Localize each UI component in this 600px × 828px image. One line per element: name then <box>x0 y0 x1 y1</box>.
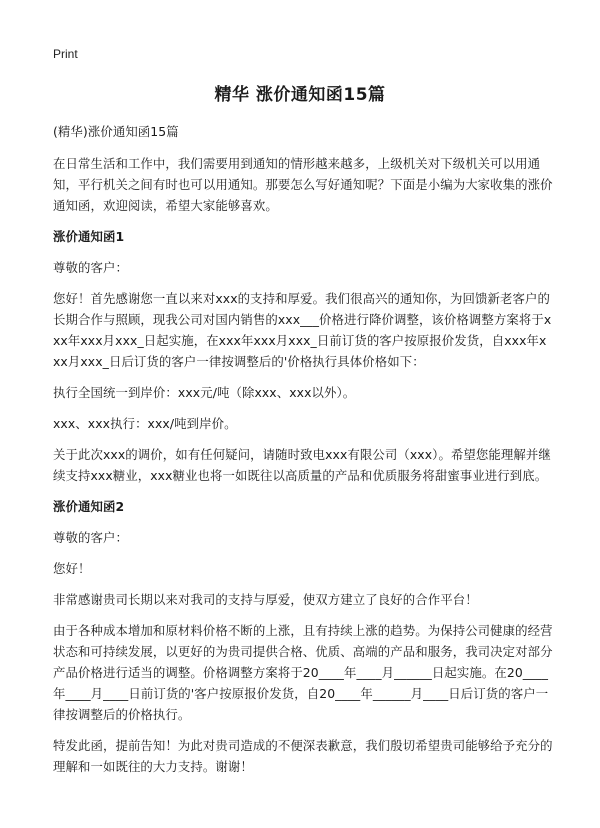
section-paragraph: 由于各种成本增加和原材料价格不断的上涨，且有持续上涨的趋势。为保持公司健康的经营状态和可持续发展，以更好的为贵司提供合格、优质、高端的产品和服务，我司决定对部分产品价格进行适当的调整。价格调整方案将于20____年____月______日起实施。在20____年____月____日前订货的'客户按原报价发货，自20____年______月____日后订货的客户一律按调整后的价格执行。 <box>53 623 553 722</box>
section-paragraph: 特发此函，提前告知！为此对贵司造成的不便深表歉意，我们殷切希望贵司能够给予充分的理解和一如既往的大力支持。谢谢！ <box>53 738 553 774</box>
section-paragraph: 非常感谢贵司长期以来对我司的支持与厚爱，使双方建立了良好的合作平台！ <box>53 592 478 607</box>
section-paragraph: 尊敬的客户： <box>53 530 128 545</box>
print-link[interactable]: Print <box>53 47 78 61</box>
document-body <box>53 121 553 787</box>
document-subtitle: (精华)涨价通知函15篇 <box>53 124 179 139</box>
section-paragraph: 您好！ <box>53 561 91 576</box>
intro-paragraph: 在日常生活和工作中，我们需要用到通知的情形越来越多，上级机关对下级机关可以用通知，平行机关之间有时也可以用通知。那要怎么写好通知呢？下面是小编为大家收集的涨价通知函，欢迎阅读，希望大家能够喜欢。 <box>53 156 553 213</box>
section-heading: 涨价通知函1 <box>53 229 125 244</box>
section-paragraph: 关于此次xxx的调价，如有任何疑问，请随时致电xxx有限公司（xxx）。希望您能理解并继续支持xxx糖业，xxx糖业也将一如既往以高质量的产品和优质服务将甜蜜事业进行到底。 <box>53 447 551 483</box>
section-paragraph: 执行全国统一到岸价：xxx元/吨（除xxx、xxx以外）。 <box>53 385 356 400</box>
section-paragraph: xxx、xxx执行：xxx/吨到岸价。 <box>53 416 237 431</box>
section-heading: 涨价通知函2 <box>53 499 125 514</box>
document-title: 精华 涨价通知函15篇 <box>214 85 386 105</box>
section-paragraph: 您好！首先感谢您一直以来对xxx的支持和厚爱。我们很高兴的通知你，为回馈新老客户的长期合作与照顾，现我公司对国内销售的xxx___价格进行降价调整，该价格调整方案将于xxx年xxx月xxx_日起实施，在xxx年xxx月xxx_日前订货的客户按原报价发货，自xxx年xxx月xxx_日后订货的客户一律按调整后的'价格执行具体价格如下： <box>53 291 552 369</box>
section-paragraph: 尊敬的客户： <box>53 260 128 275</box>
